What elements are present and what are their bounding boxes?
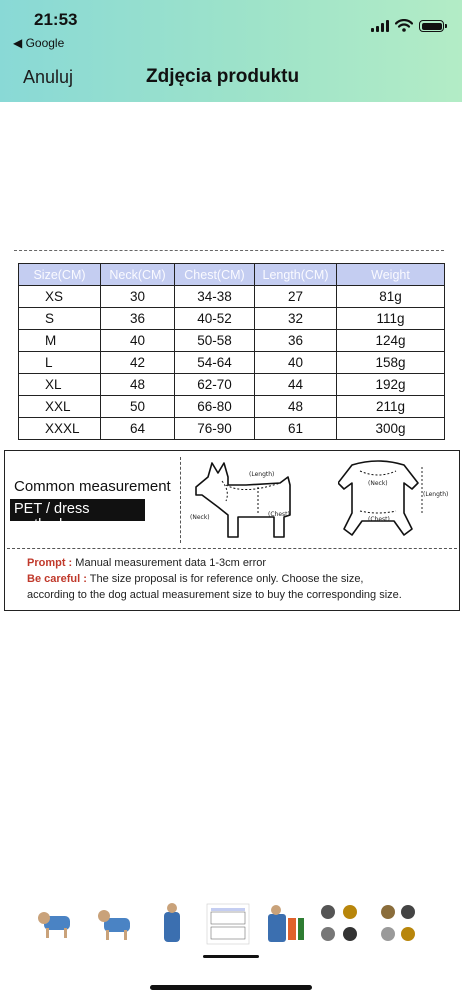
back-to-google-link[interactable]: ◀ Google — [13, 36, 65, 50]
table-cell: XS — [19, 286, 101, 308]
table-header-cell: Neck(CM) — [101, 264, 175, 286]
status-time: 21:53 — [34, 10, 78, 29]
prompt-label: Prompt : — [27, 557, 73, 569]
dog-diagram-icon — [188, 455, 308, 543]
table-cell: 300g — [337, 418, 445, 440]
thumbnail-3[interactable] — [150, 898, 194, 948]
table-cell: 42 — [101, 352, 175, 374]
table-cell: 36 — [255, 330, 337, 352]
cancel-button[interactable]: Anuluj — [23, 67, 74, 87]
table-header-cell: Chest(CM) — [175, 264, 255, 286]
measurement-method-label: PET / dress method — [10, 499, 145, 521]
dog-length-label: (Length) — [249, 471, 275, 478]
careful-text: The size proposal is for reference only. Choose the size, — [86, 573, 364, 585]
table-row — [19, 418, 445, 440]
table-row — [19, 308, 445, 330]
table-cell: 54-64 — [175, 352, 255, 374]
table-cell: 124g — [337, 330, 445, 352]
table-cell: 36 — [101, 308, 175, 330]
measurement-heading: Common measurement — [14, 478, 171, 495]
table-header-cell: Weight — [337, 264, 445, 286]
table-cell: S — [19, 308, 101, 330]
thumbnail-1[interactable] — [34, 898, 78, 948]
coat-neck-label: (Neck) — [368, 480, 388, 487]
table-cell: 30 — [101, 286, 175, 308]
careful-note-continued: according to the dog actual measurement size to buy the corresponding size. — [27, 589, 402, 601]
table-cell: 50 — [101, 396, 175, 418]
thumbnail-5[interactable] — [262, 898, 306, 948]
wifi-icon — [395, 19, 413, 32]
table-cell: 34-38 — [175, 286, 255, 308]
table-cell: 111g — [337, 308, 445, 330]
table-header-row — [19, 264, 445, 286]
table-cell: 61 — [255, 418, 337, 440]
table-cell: L — [19, 352, 101, 374]
dog-neck-label: (Neck) — [190, 514, 210, 521]
page-title: Zdjęcia produktu — [146, 66, 300, 87]
thumbnail-7[interactable] — [376, 898, 420, 948]
table-cell: XXXL — [19, 418, 101, 440]
signal-icon — [371, 20, 389, 32]
table-cell: 40 — [255, 352, 337, 374]
coat-diagram-icon — [338, 457, 430, 543]
table-cell: 62-70 — [175, 374, 255, 396]
table-cell: 76-90 — [175, 418, 255, 440]
coat-length-label: (Length) — [423, 491, 449, 498]
dog-chest-label: (Chest) — [268, 511, 290, 518]
table-row — [19, 286, 445, 308]
table-cell: 211g — [337, 396, 445, 418]
dashed-divider — [14, 250, 444, 251]
selected-thumbnail-indicator — [203, 955, 259, 958]
table-cell: 27 — [255, 286, 337, 308]
table-cell: 64 — [101, 418, 175, 440]
table-header-cell: Length(CM) — [255, 264, 337, 286]
dashed-separator — [180, 457, 181, 543]
table-cell: 44 — [255, 374, 337, 396]
thumbnail-2[interactable] — [92, 898, 136, 948]
table-cell: 48 — [101, 374, 175, 396]
app-header — [0, 0, 462, 102]
status-icons — [371, 18, 444, 32]
thumbnail-4[interactable] — [206, 898, 250, 948]
table-cell: 48 — [255, 396, 337, 418]
table-cell: XXL — [19, 396, 101, 418]
table-row — [19, 330, 445, 352]
table-row — [19, 396, 445, 418]
table-cell: 192g — [337, 374, 445, 396]
prompt-note — [27, 557, 266, 569]
careful-note — [27, 573, 364, 585]
careful-label: Be careful : — [27, 573, 87, 585]
table-cell: 40 — [101, 330, 175, 352]
table-cell: 81g — [337, 286, 445, 308]
table-cell: 158g — [337, 352, 445, 374]
table-cell: M — [19, 330, 101, 352]
dashed-separator — [7, 548, 457, 549]
table-cell: 50-58 — [175, 330, 255, 352]
thumbnail-6[interactable] — [318, 898, 362, 948]
table-cell: 66-80 — [175, 396, 255, 418]
table-header-cell: Size(CM) — [19, 264, 101, 286]
coat-chest-label: (Chest) — [368, 516, 390, 523]
home-indicator[interactable] — [150, 985, 312, 990]
table-cell: 32 — [255, 308, 337, 330]
table-row — [19, 374, 445, 396]
size-chart-table — [18, 263, 445, 440]
table-row — [19, 352, 445, 374]
table-cell: 40-52 — [175, 308, 255, 330]
table-cell: XL — [19, 374, 101, 396]
thumbnail-strip — [0, 898, 462, 953]
battery-icon — [419, 20, 444, 32]
prompt-text: Manual measurement data 1-3cm error — [72, 557, 267, 569]
